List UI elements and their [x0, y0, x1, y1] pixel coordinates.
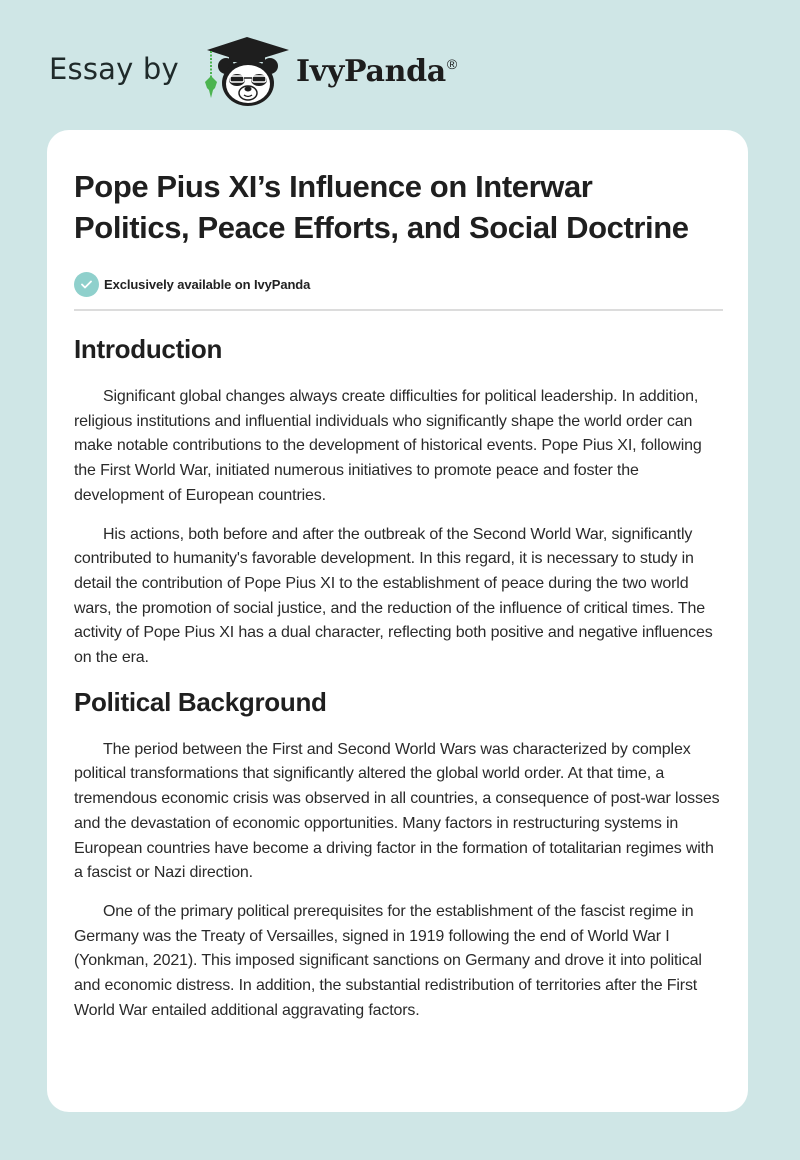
essay-by-label: Essay by: [49, 52, 179, 86]
registered-mark: ®: [446, 56, 457, 72]
section-heading: Political Background: [74, 686, 327, 717]
paragraph: The period between the First and Second World Wars was characterized by complex political transformations that significantly altered the global world order. At that time, a tremendous economic crisis was observed in all countries, a consequence of post-war losses and the devastation of economic opportunities. Many factors in restructuring systems in European countries have become a driving factor in the formation of totalitarian regimes with a fascist or Nazi direction.: [74, 740, 720, 882]
paragraph: Significant global changes always create difficulties for political leadership. In addition, religious institutions and influential individuals who significantly shape the world order can make notable contributions to the development of historical events. Pope Pius XI, following the First World War, initiated numerous initiatives to promote peace and foster the development of European countries.: [74, 388, 702, 504]
section-heading: Introduction: [74, 334, 223, 364]
brand-name[interactable]: [296, 54, 456, 89]
section-political-background: [74, 686, 721, 1024]
divider: [74, 309, 723, 311]
section-introduction: [74, 333, 721, 671]
exclusive-label: Exclusively available on IvyPanda: [104, 276, 311, 292]
essay-card: [47, 130, 748, 1112]
site-header: [0, 0, 800, 130]
brand-name-text: IvyPanda: [296, 54, 446, 89]
panda-graduate-logo-icon[interactable]: [203, 36, 291, 108]
check-circle-icon: [74, 272, 99, 297]
paragraph: One of the primary political prerequisites for the establishment of the fascist regime in Germany was the Treaty of Versailles, signed in 1919 following the end of World War I (Yonkman, 2021). This imposed significant sanctions on Germany and drove it into political and economic distress. In addition, the substantial redistribution of territories after the First World War entailed additional aggravating factors.: [74, 902, 702, 1019]
exclusive-badge: [74, 271, 721, 297]
essay-title: Pope Pius XI’s Influence on Interwar Politics, Peace Efforts, and Social Doctrine: [74, 169, 689, 245]
paragraph: His actions, both before and after the outbreak of the Second World War, significantly contributed to humanity's favorable development. In this regard, it is necessary to study in detail the contribution of Pope Pius XI to the establishment of peace during the two world wars, the promotion of social justice, and the reduction of the influence of critical times. The activity of Pope Pius XI has a dual character, reflecting both positive and negative influences on the era.: [74, 525, 713, 667]
